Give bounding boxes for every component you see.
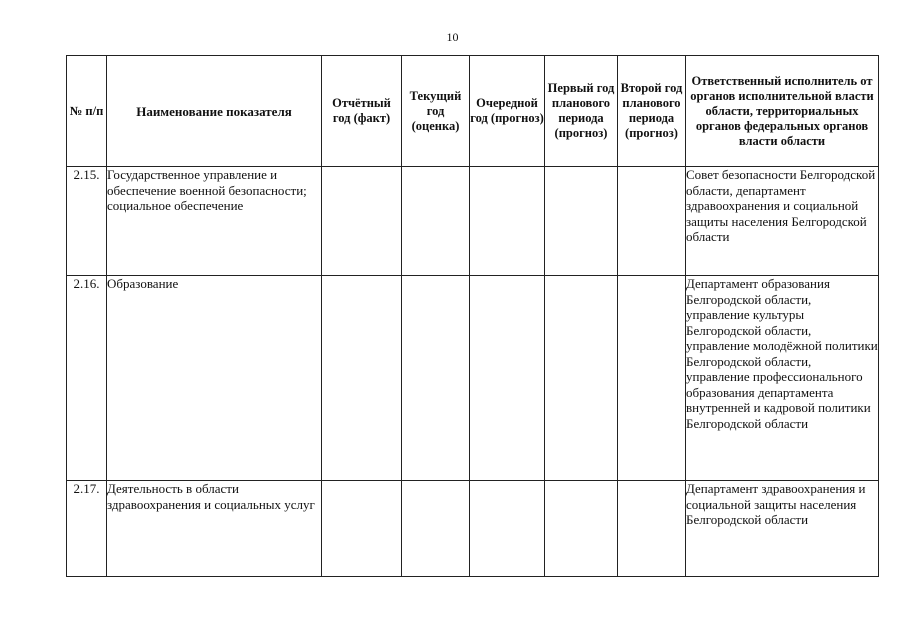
row-number: 2.17. — [67, 481, 107, 577]
header-next-year: Очередной год (прогноз) — [470, 56, 545, 167]
header-responsible: Ответственный исполнитель от органов исполнительной власти области, территориальных органов федеральных органов власти области — [686, 56, 879, 167]
header-name: Наименование показателя — [107, 56, 322, 167]
indicator-name: Государственное управление и обеспечение военной безопасности; социальное обеспечение — [107, 167, 322, 276]
value-cell — [402, 276, 470, 481]
table-row — [67, 481, 879, 577]
responsible-executor: Совет безопасности Белгородской области, департамент здравоохранения и социальной защиты населения Белгородской области — [686, 167, 879, 276]
header-first-plan-year: Первый год планового периода (прогноз) — [545, 56, 618, 167]
responsible-executor: Департамент здравоохранения и социальной защиты населения Белгородской области — [686, 481, 879, 577]
page-number: 10 — [446, 30, 459, 44]
value-cell — [545, 276, 618, 481]
header-num: № п/п — [67, 56, 107, 167]
value-cell — [322, 481, 402, 577]
responsible-executor: Департамент образования Белгородской области, управление культуры Белгородской области, управление молодёжной политики Белгородской области, управление профессионального образования департамента внутренней и кадровой политики Белгородской области — [686, 276, 879, 481]
header-second-plan-year: Второй год планового периода (прогноз) — [618, 56, 686, 167]
value-cell — [402, 167, 470, 276]
value-cell — [322, 167, 402, 276]
value-cell — [545, 481, 618, 577]
table-header-row — [67, 56, 879, 167]
indicator-name: Образование — [107, 276, 322, 481]
value-cell — [618, 276, 686, 481]
header-reported-year: Отчётный год (факт) — [322, 56, 402, 167]
value-cell — [470, 276, 545, 481]
value-cell — [470, 167, 545, 276]
value-cell — [545, 167, 618, 276]
value-cell — [470, 481, 545, 577]
table-row — [67, 167, 879, 276]
value-cell — [618, 481, 686, 577]
header-current-year: Текущий год (оценка) — [402, 56, 470, 167]
row-number: 2.15. — [67, 167, 107, 276]
row-number: 2.16. — [67, 276, 107, 481]
indicators-table — [66, 55, 879, 577]
table-row — [67, 276, 879, 481]
value-cell — [618, 167, 686, 276]
indicator-name: Деятельность в области здравоохранения и социальных услуг — [107, 481, 322, 577]
value-cell — [322, 276, 402, 481]
value-cell — [402, 481, 470, 577]
